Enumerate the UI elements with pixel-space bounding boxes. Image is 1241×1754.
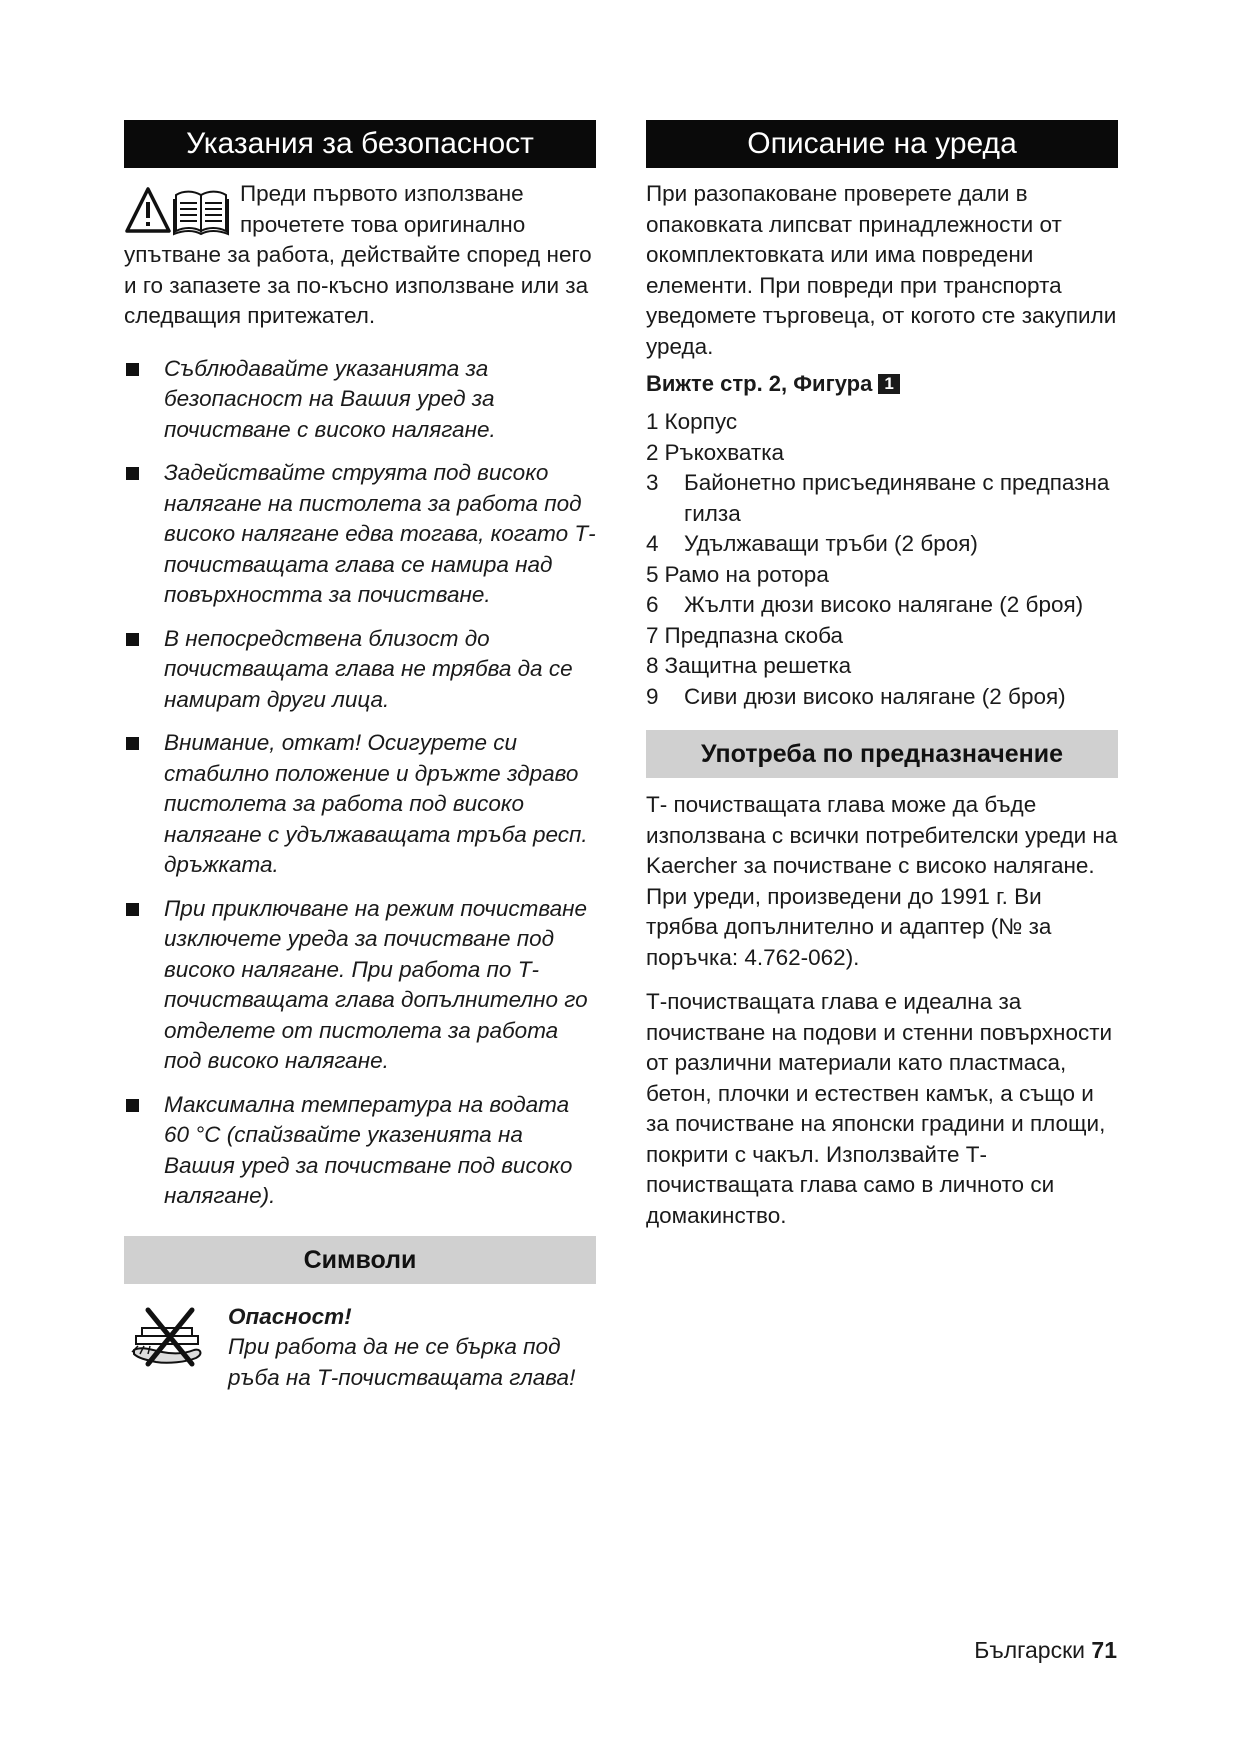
part-label: Удължаващи тръби (2 броя) — [684, 531, 978, 556]
part-number: 9 — [646, 683, 659, 709]
bullet-square-icon — [126, 737, 139, 750]
figure-reference — [646, 371, 1118, 397]
part-number: 6 — [646, 592, 659, 617]
list-item — [646, 651, 1118, 682]
part-label: Жълти дюзи високо налягане (2 броя) — [684, 592, 1084, 617]
part-number: 8 — [646, 653, 659, 678]
warning-triangle-icon — [127, 189, 169, 231]
list-item — [646, 468, 1118, 529]
list-item — [124, 624, 596, 716]
part-number: 3 — [646, 470, 659, 495]
safety-intro-text: Преди първото използване прочетете това оригинално упътване за работа, действайте според него и го запазете за по-късно използване или за следващия притежател. — [124, 181, 592, 328]
safety-bullet-list — [124, 354, 596, 1212]
part-label: Защитна решетка — [664, 653, 852, 678]
part-number: 7 — [646, 622, 659, 648]
list-item — [646, 438, 1118, 469]
part-label: Корпус — [664, 409, 738, 434]
bullet-square-icon — [126, 467, 139, 480]
list-item — [646, 590, 1118, 621]
part-label: Рамо на ротора — [664, 561, 829, 587]
symbols-heading: Символи — [124, 1236, 596, 1284]
part-number: 1 — [646, 409, 659, 434]
list-item — [646, 560, 1118, 591]
bullet-square-icon — [126, 1099, 139, 1112]
part-label: Байонетно присъединяване с предпазна гилза — [684, 470, 1110, 526]
list-item — [124, 354, 596, 446]
danger-title: Опасност! — [228, 1303, 352, 1329]
list-item — [124, 458, 596, 611]
bullet-square-icon — [126, 363, 139, 376]
part-number: 4 — [646, 531, 659, 556]
description-intro: При разопаковане проверете дали в опаковката липсват принадлежности от окомплектовката или има повредени елементи. При повреди при транспорта уведомете търговеца, от когото сте закупили уреда. — [646, 181, 1117, 359]
list-item — [124, 1090, 596, 1212]
intro-icons — [124, 183, 234, 239]
right-column — [646, 120, 1118, 1231]
list-item — [646, 682, 1118, 713]
figure-number-badge: 1 — [878, 374, 899, 394]
open-book-icon — [174, 192, 228, 234]
bullet-text: Задействайте струята под високо налягане на пистолета за работа под високо налягане едва тогава, когато Т-почистващата глава се намира над повърхността за почистване. — [164, 460, 596, 607]
figure-reference-text: Вижте стр. 2, Фигура — [646, 371, 873, 396]
bullet-text: В непосредствена близост до почистващата глава не трябва да се намират други лица. — [164, 625, 573, 712]
safety-intro — [124, 179, 596, 332]
safety-heading: Указания за безопасност — [124, 120, 596, 168]
list-item — [124, 894, 596, 1077]
bullet-square-icon — [126, 903, 139, 916]
page-footer — [974, 1637, 1117, 1664]
danger-text: При работа да не се бърка под ръба на Т-почистващата глава! — [228, 1334, 576, 1390]
page-number: 71 — [1091, 1637, 1117, 1663]
part-label: Сиви дюзи високо налягане (2 броя) — [684, 683, 1066, 709]
description-heading: Описание на уреда — [646, 120, 1118, 168]
part-label: Ръкохватка — [664, 439, 785, 465]
list-item — [646, 529, 1118, 560]
footer-language: Български — [974, 1637, 1086, 1663]
intended-use-heading: Употреба по предназначение — [646, 730, 1118, 778]
bullet-square-icon — [126, 633, 139, 646]
danger-symbol-block — [124, 1302, 596, 1394]
intended-use-paragraph-1: Т- почистващата глава може да бъде използвана с всички потребителски уреди на Kaercher за почистване с високо налягане. При уреди, произведени до 1991 г. Ви трябва допълнително и адаптер (№ за поръчка: 4.762-062). — [646, 792, 1118, 970]
list-item — [646, 407, 1118, 438]
left-column — [124, 120, 596, 1393]
hand-under-cleaner-icon — [128, 1306, 214, 1370]
part-number: 5 — [646, 561, 659, 587]
list-item — [124, 728, 596, 881]
intended-use-paragraph-2: Т-почистващата глава е идеална за почистване на подови и стенни повърхности от различни материали като пластмаса, бетон, плочки и естествен камък, а също и за почистване на японски градини и площи, покрити с чакъл. Използвайте Т-почистващата глава само в личното си домакинство. — [646, 989, 1113, 1228]
bullet-text: Максимална температура на водата 60 °C (спайзвайте указенията на Вашия уред за почистване под високо налягане). — [164, 1091, 573, 1208]
list-item — [646, 621, 1118, 652]
part-label: Предпазна скоба — [664, 622, 844, 648]
bullet-text: Внимание, откат! Осигурете си стабилно положение и дръжте здраво пистолета за работа под високо налягане с удължаващата тръба респ. дръжката. — [164, 730, 588, 877]
parts-list — [646, 407, 1118, 712]
bullet-text: При приключване на режим почистване изключете уреда за почистване под високо налягане. При работа по Т-почистващата глава допълнително го отделете от пистолета за работа под високо налягане. — [164, 895, 588, 1073]
bullet-text: Съблюдавайте указанията за безопасност на Вашия уред за почистване с високо налягане. — [164, 355, 496, 442]
part-number: 2 — [646, 439, 659, 465]
